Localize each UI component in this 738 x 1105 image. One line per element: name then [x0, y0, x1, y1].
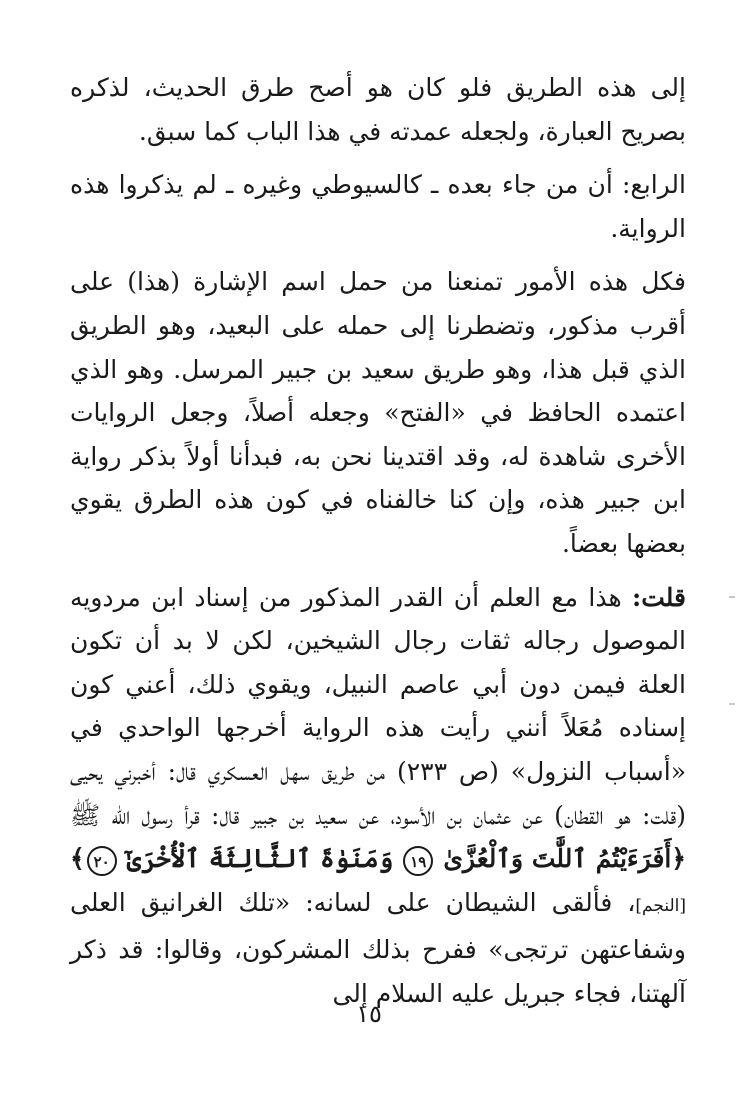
surah-reference: [النجم]	[635, 895, 686, 916]
ayah-number-marker: ١٩	[403, 846, 433, 876]
paragraph-1-text: إلى هذه الطريق فلو كان هو أصح طرق الحديث، لذكره بصريح العبارة، ولجعله عمدته في هذا الباب كما سبق.	[70, 73, 686, 146]
paragraph-1	[70, 66, 686, 153]
paragraph-4-text-before-quran: هذا مع العلم أن القدر المذكور من إسناد ابن مردويه الموصول رجاله ثقات رجال الشيخين، لكن لا بد أن تكون العلة فيمن دون أبي عاصم النبيل، ويقوي ذلك، أعني كون إسناده مُعَلاً أنني رأيت هذه الرواية أخرجها الواحدي في «أسباب النزول» (ص ٢٣٣) من طريق سهل العسكري قال: أخبرني يحيى (قلت: هو القطان) عن عثمان بن الأسود، عن سعيد بن جبير قال: قرأ رسول الله ﷺ	[70, 582, 686, 830]
paragraph-4	[70, 576, 686, 1016]
paragraph-2-text: الرابع: أن من جاء بعده ـ كالسيوطي وغيره ـ لم يذكروا هذه الرواية.	[70, 170, 686, 243]
paragraph-2	[70, 163, 686, 250]
margin-mark	[729, 703, 735, 705]
quran-close-bracket: ﴾	[70, 844, 85, 874]
quran-verse-part-1: ﴿أَفَرَءَيْتُمُ ٱللَّٰتَ وَٱلْعُزَّىٰ	[443, 844, 686, 874]
ayah-number-marker: ٢٠	[87, 846, 117, 876]
paragraph-4-text-after-quran: ، فألقى الشيطان على لسانه: «تلك الغرانيق العلى وشفاعتهن ترتجى» ففرح بذلك المشركون، وقالوا: قد ذكر آلهتنا، فجاء جبريل عليه السلام إلى	[70, 887, 686, 1008]
paragraph-4-lead: قلت:	[631, 582, 686, 612]
paragraph-3-text: فكل هذه الأمور تمنعنا من حمل اسم الإشارة (هذا) على أقرب مذكور، وتضطرنا إلى حمله على البعيد، وهو الطريق الذي قبل هذا، وهو طريق سعيد بن جبير المرسل. وهو الذي اعتمده الحافظ في «الفتح» وجعله أصلاً، وجعل الروايات الأخرى شاهدة له، وقد اقتدينا نحن به، فبدأنا أولاً بذكر رواية ابن جبير هذه، وإن كنا خالفناه في كون هذه الطرق يقوي بعضها بعضاً.	[70, 267, 686, 558]
quran-verse-part-2: وَمَنَوٰةَ ٱلثَّالِثَةَ ٱلْأُخْرَىٰٓ	[126, 844, 394, 874]
paragraph-3	[70, 260, 686, 565]
margin-mark	[729, 596, 735, 598]
page-body	[70, 66, 686, 1015]
page-number: ١٥	[356, 1000, 382, 1028]
